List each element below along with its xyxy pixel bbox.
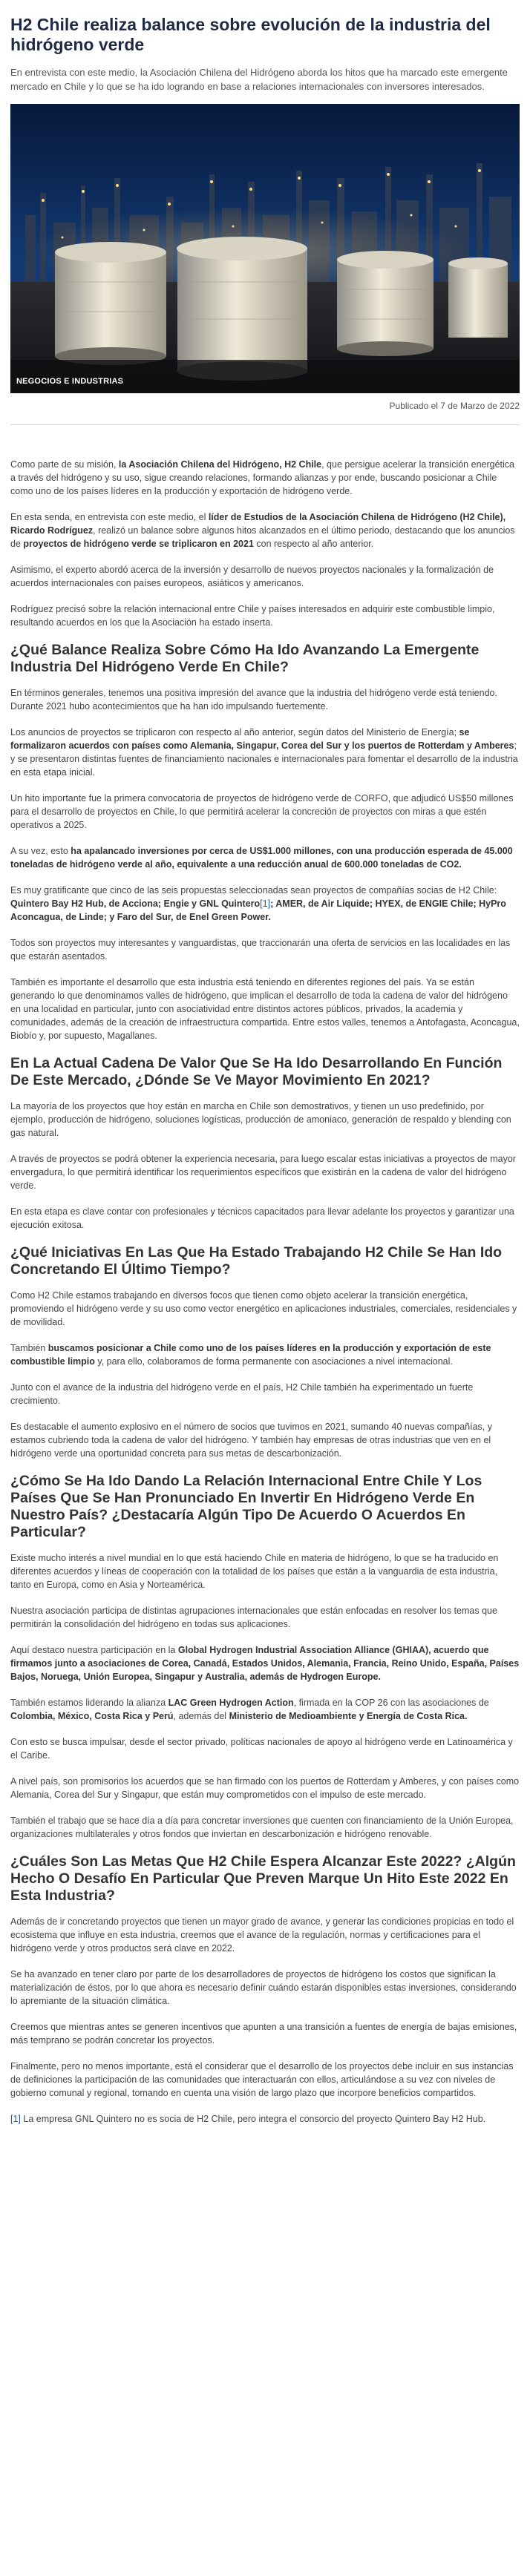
paragraph: Asimismo, el experto abordó acerca de la inversión y desarrollo de nuevos proyectos nacionales y la formalización de acuerdos internacionales con países europeos, asiáticos y americanos. bbox=[10, 565, 494, 588]
paragraph: Junto con el avance de la industria del hidrógeno verde en el país, H2 Chile también ha experimentado un fuerte crecimiento. bbox=[10, 1382, 474, 1406]
paragraph: La mayoría de los proyectos que hoy están en marcha en Chile son demostrativos, y tienen un uso predefinido, por ejemplo, producción de hidrógeno, soluciones logísticas, producción de amoniaco, generación de respaldo y blending con gas natural. bbox=[10, 1101, 511, 1138]
paragraph: Rodríguez precisó sobre la relación internacional entre Chile y países interesados en adquirir este combustible limpio, resultando acuerdos en los que la Asociación ha estado inserta. bbox=[10, 604, 495, 628]
paragraph: Además de ir concretando proyectos que tienen un mayor grado de avance, y generar las condiciones propicias en todo el ecosistema que influye en esta industria, creemos que el avance de la regulación, normas y certificaciones para el hidrógeno verde y otros productos será clave en 2022. bbox=[10, 1916, 514, 1954]
paragraph: En términos generales, tenemos una positiva impresión del avance que la industria del hidrógeno verde está teniendo. Durante 2021 hubo acontecimientos que ha han ido impulsando fuertemente. bbox=[10, 688, 497, 712]
paragraph: También estamos liderando la alianza LAC Green Hydrogen Action, firmada en la COP 26 con las asociaciones de Colombia, México, Costa Rica y Perú, además del Ministerio de Medioambiente y Energía de Costa Rica. bbox=[10, 1698, 489, 1721]
paragraph: Es muy gratificante que cinco de las seis propuestas seleccionadas sean proyectos de compañías socias de H2 Chile: Quintero Bay H2 Hub, de Acciona; Engie y GNL Quintero[1]; AMER, de Air Liquide; HYEX, de ENGIE Chile; HyPro Aconcagua, de Linde; y Faro del Sur, de Enel Green Power. bbox=[10, 885, 506, 922]
section-heading: ¿Cómo Se Ha Ido Dando La Relación Internacional Entre Chile Y Los Países Que Se Han Pronunciado En Invertir En Hidrógeno Verde En Nuestro País? ¿Destacaría Algún Tipo De Acuerdo O Acuerdos En Particular? bbox=[10, 1473, 482, 1540]
paragraph: Finalmente, pero no menos importante, está el considerar que el desarrollo de los proyectos debe incluir en sus instancias de definiciones la participación de las comunidades que interactuarán con ellos, articulándose a su vez con niveles de gobierno comunal y regional, tomando en cuenta una visión de largo plazo que incorpore beneficios compartidos. bbox=[10, 2061, 514, 2098]
footnote-reference-link[interactable]: [1] bbox=[260, 898, 271, 909]
article-body bbox=[10, 458, 520, 2126]
paragraph: Es destacable el aumento explosivo en el número de socios que tuvimos en 2021, sumando 40 nuevas compañías, y estamos cubriendo toda la cadena de valor del hidrógeno. Y también hay empresas de otras industrias que ven en el hidrógeno verde una oportunidad concreta para sus metas de descarbonización. bbox=[10, 1422, 493, 1459]
paragraph: Nuestra asociación participa de distintas agrupaciones internacionales que están enfocadas en resolver los temas que permitirán la consolidación del hidrógeno en todas sus aplicaciones. bbox=[10, 1606, 497, 1629]
paragraph: Los anuncios de proyectos se triplicaron con respecto al año anterior, según datos del Ministerio de Energía; se formalizaron acuerdos con países como Alemania, Singapur, Corea del Sur y los puertos de Rotterdam y Amberes; y se presentaron distintas fuentes de financiamiento nacionales e internacionales para fomentar el desarrollo de la industria en esta etapa inicial. bbox=[10, 727, 518, 778]
footnote: [1] La empresa GNL Quintero no es socia de H2 Chile, pero integra el consorcio del proyecto Quintero Bay H2 Hub. bbox=[10, 2114, 486, 2124]
hero-image bbox=[10, 104, 520, 393]
paragraph: Todos son proyectos muy interesantes y vanguardistas, que traccionarán una oferta de servicios en las localidades en las que estarán asentados. bbox=[10, 938, 511, 962]
paragraph: También es importante el desarrollo que esta industria está teniendo en diferentes regiones del país. Ya se están generando lo que denominamos valles de hidrógeno, que implican el desarrollo de toda la cadena de valor del hidrógeno en una localidad en particular, junto con asociatividad entre distintos actores públicos, privados, la academia y comunidades, además de la creación de infraestructura compartida. Entre estos valles, tenemos a Antofagasta, Aconcagua, Biobío y, por supuesto, Magallanes. bbox=[10, 977, 520, 1041]
paragraph: Con esto se busca impulsar, desde el sector privado, políticas nacionales de apoyo al hidrógeno verde en Latinoamérica y el Caribe. bbox=[10, 1737, 513, 1761]
divider bbox=[10, 424, 520, 425]
paragraph: También el trabajo que se hace día a día para concretar inversiones que cuenten con financiamiento de la Unión Europea, organizaciones multilaterales y otros fondos que inviertan en descarbonización e hidrógeno renovable. bbox=[10, 1816, 514, 1839]
paragraph: Un hito importante fue la primera convocatoria de proyectos de hidrógeno verde de CORFO, que adjudicó US$50 millones para el desarrollo de proyectos en Chile, lo que permitirá acelerar la concreción de proyectos con miras a que estén operativos a 2025. bbox=[10, 793, 514, 830]
paragraph: A su vez, esto ha apalancado inversiones por cerca de US$1.000 millones, con una producción esperada de 45.000 toneladas de hidrógeno verde al año, equivalente a una reducción anual de 600.000 toneladas de CO2. bbox=[10, 846, 513, 870]
paragraph: Se ha avanzado en tener claro por parte de los desarrolladores de proyectos de hidrógeno los costos que significan la materialización de éstos, por lo que ahora es necesario definir cuándo estarán disponibles estas inversiones, considerando lo apremiante de la situación climática. bbox=[10, 1969, 517, 2006]
section-heading: ¿Qué Balance Realiza Sobre Cómo Ha Ido Avanzando La Emergente Industria Del Hidrógeno Verde En Chile? bbox=[10, 642, 480, 675]
paragraph: En esta senda, en entrevista con este medio, el líder de Estudios de la Asociación Chilena de Hidrógeno (H2 Chile), Ricardo Rodríguez, realizó un balance sobre algunos hitos alcanzados en el último periodo, destacando que los anuncios de proyectos de hidrógeno verde se triplicaron en 2021 con respecto al año anterior. bbox=[10, 512, 515, 549]
paragraph: En esta etapa es clave contar con profesionales y técnicos capacitados para llevar adelante los proyectos y garantizar una ejecución exitosa. bbox=[10, 1206, 514, 1230]
section-heading: En La Actual Cadena De Valor Que Se Ha Ido Desarrollando En Función De Este Mercado, ¿Dónde Se Ve Mayor Movimiento En 2021? bbox=[10, 1055, 503, 1088]
paragraph: Como parte de su misión, la Asociación Chilena del Hidrógeno, H2 Chile, que persigue acelerar la transición energética a través del hidrógeno y su uso, sigue creando relaciones, formando alianzas y por ende, buscando posicionar a Chile como uno de los países líderes en la producción y exportación de hidrógeno verde. bbox=[10, 459, 514, 496]
footnote-anchor-link[interactable]: [1] bbox=[10, 2114, 21, 2124]
publish-date: Publicado el 7 de Marzo de 2022 bbox=[389, 401, 520, 411]
image-category-tag[interactable]: NEGOCIOS E INDUSTRIAS bbox=[16, 377, 124, 386]
paragraph: Aquí destaco nuestra participación en la Global Hydrogen Industrial Association Alliance (GHIAA), acuerdo que firmamos junto a asociaciones de Corea, Canadá, Estados Unidos, Alemania, Francia, Reino Unido, España, Países Bajos, Noruega, Unión Europea, Singapur y Australia, además de Hydrogen Europe. bbox=[10, 1645, 520, 1682]
paragraph: Creemos que mientras antes se generen incentivos que apunten a una transición a fuentes de energía de bajas emisiones, más temprano se podrán concretar los proyectos. bbox=[10, 2022, 517, 2046]
article-lead: En entrevista con este medio, la Asociación Chilena del Hidrógeno aborda los hitos que ha marcado este emergente mercado en Chile y lo que se ha ido logrando en base a relaciones internacionales con inversores interesados. bbox=[10, 67, 508, 92]
paragraph: También buscamos posicionar a Chile como uno de los países líderes en la producción y exportación de este combustible limpio y, para ello, colaboramos de forma permanente con asociaciones a nivel internacional. bbox=[10, 1343, 491, 1367]
article-title: H2 Chile realiza balance sobre evolución de la industria del hidrógeno verde bbox=[10, 15, 491, 54]
refinery-night-photo bbox=[10, 104, 520, 393]
paragraph: Existe mucho interés a nivel mundial en lo que está haciendo Chile en materia de hidrógeno, lo que se ha traducido en diferentes acuerdos y líneas de cooperación con la totalidad de los países que están a la vanguardia de esta industria, tanto en Europa, como en Asia y Norteamérica. bbox=[10, 1553, 499, 1590]
paragraph: Como H2 Chile estamos trabajando en diversos focos que tienen como objeto acelerar la transición energética, promoviendo el hidrógeno verde y su uso como vector energético en aplicaciones industriales, comerciales, residenciales y de movilidad. bbox=[10, 1290, 517, 1327]
section-heading: ¿Cuáles Son Las Metas Que H2 Chile Espera Alcanzar Este 2022? ¿Algún Hecho O Desafío En Particular Que Preven Marque Un Hito Este 2022 En Esta Industria? bbox=[10, 1853, 516, 1904]
section-heading: ¿Qué Iniciativas En Las Que Ha Estado Trabajando H2 Chile Se Han Ido Concretando El Último Tiempo? bbox=[10, 1244, 503, 1278]
paragraph: A través de proyectos se podrá obtener la experiencia necesaria, para luego escalar estas iniciativas a proyectos de mayor envergadura, lo que permitirá identificar los requerimientos específicos que existirán en la cadena de valor del hidrógeno verde. bbox=[10, 1154, 516, 1191]
paragraph: A nivel país, son promisorios los acuerdos que se han firmado con los puertos de Rotterdam y Amberes, y con países como Alemania, Corea del Sur y Singapur, que están muy comprometidos con el impulso de este mercado. bbox=[10, 1776, 520, 1800]
